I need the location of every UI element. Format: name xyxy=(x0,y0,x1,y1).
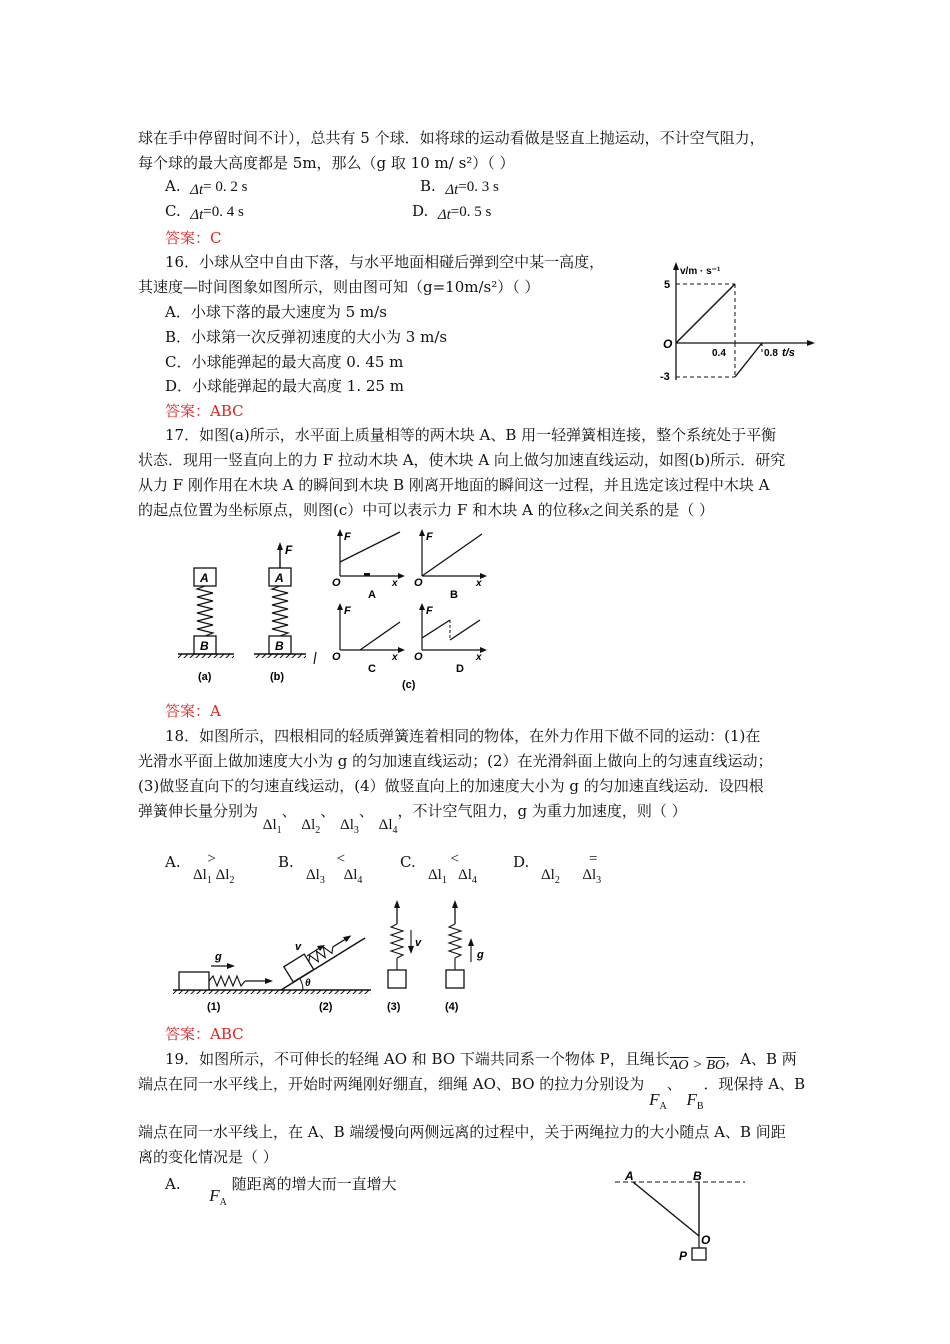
gd-o: O xyxy=(414,651,423,663)
block-b2-label: B xyxy=(275,639,284,653)
graph-d-label: D xyxy=(456,663,464,675)
graph-x04: 0.4 xyxy=(712,348,726,359)
q19-line4: 离的变化情况是（ ） xyxy=(138,1148,278,1166)
point-a: A xyxy=(625,1169,634,1183)
fig4-g: g xyxy=(477,949,484,961)
q18-option-b: B. < xyxy=(278,851,346,871)
q16-line1: 16．小球从空中自由下落，与水平地面相碰后弹到空中某一高度， xyxy=(165,253,605,271)
fig1-caption: (1) xyxy=(207,1001,221,1013)
graph-b-label: B xyxy=(450,589,458,601)
gc-f: F xyxy=(344,605,351,617)
graph-a-label: A xyxy=(368,589,376,601)
gb-o: O xyxy=(414,577,423,589)
ga-o: O xyxy=(332,577,341,589)
point-o: O xyxy=(701,1233,711,1247)
q17-line1: 17．如图(a)所示，水平面上质量相等的两木块 A、B 用一轻弹簧相连接，整个系统处于平衡 xyxy=(165,426,777,444)
graph-origin: O xyxy=(663,337,673,351)
gd-f: F xyxy=(426,605,433,617)
q16-option-a: A．小球下落的最大速度为 5 m/s xyxy=(165,303,387,321)
q19-option-a: A. $F_A$ 随距离的增大而一直增大 xyxy=(165,1175,397,1208)
q17-line4: 的起点位置为坐标原点，则图(c）中可以表示力 F 和木块 A 的位移x之间关系的是（ ） xyxy=(138,501,715,519)
graph-y5: 5 xyxy=(664,279,671,291)
gc-o: O xyxy=(332,651,341,663)
ga-x: x xyxy=(392,578,398,589)
graph-y-3: -3 xyxy=(660,371,670,383)
fig4-caption: (4) xyxy=(445,1001,459,1013)
fig3-v: v xyxy=(415,937,422,949)
fig3-caption: (3) xyxy=(387,1001,401,1013)
q18-line2: 光滑水平面上做加速度大小为 g 的匀加速直线运动；(2）在光滑斜面上做向上的匀速直线运动； xyxy=(138,752,773,770)
gb-x: x xyxy=(476,578,482,589)
q18-option-a-expr: $\Delta l_1$ $\Delta l_2$ xyxy=(193,867,235,886)
q19-line3: 端点在同一水平线上，在 A、B 端缓慢向两侧远离的过程中，关于两绳拉力的大小随点 A、B 间距 xyxy=(138,1123,786,1141)
q16-vt-graph xyxy=(660,262,820,392)
q16-option-c: C．小球能弹起的最大高度 0. 45 m xyxy=(165,353,404,371)
q18-line3: (3)做竖直向下的匀速直线运动，(4）做竖直向上的加速度大小为 g 的匀加速直线运动．设四根 xyxy=(138,777,764,795)
q18-line1: 18．如图所示，四根相同的轻质弹簧连着相同的物体，在外力作用下做不同的运动：(1)在 xyxy=(165,727,761,745)
fig2-caption: (2) xyxy=(319,1001,333,1013)
point-b: B xyxy=(693,1169,702,1183)
q15-option-a: A. Δt= 0. 2 s xyxy=(165,177,248,198)
q18-answer: 答案：ABC xyxy=(165,1025,244,1043)
q15-option-d: D. Δt=0. 5 s xyxy=(412,202,492,223)
force-f-label: F xyxy=(285,543,293,557)
fig-c-caption: (c) xyxy=(402,679,416,691)
graph-c-label: C xyxy=(368,663,376,675)
object-p: P xyxy=(679,1249,688,1263)
fig-b-caption: (b) xyxy=(270,671,285,683)
q16-line2: 其速度—时间图象如图所示，则由图可知（g=10m/s²）（ ） xyxy=(138,278,540,296)
ga-f: F xyxy=(344,531,351,543)
q18-line4: 弹簧伸长量分别为 $\Delta l_1$、 $\Delta l_2$、 $\Delta l_3$、 $\Delta l_4$，不计空气阻力，g 为重力加速度，则（ ） xyxy=(138,802,687,836)
fig-a-caption: (a) xyxy=(198,671,212,683)
gd-x: x xyxy=(476,652,482,663)
q17-line3: 从力 F 刚作用在木块 A 的瞬间到木块 B 刚离开地面的瞬间这一过程，并且选定该过程中木块 A xyxy=(138,476,770,494)
q18-option-d: D. = xyxy=(513,851,598,871)
fig2-theta: θ xyxy=(305,978,311,989)
block-b-label: B xyxy=(200,639,209,653)
q18-option-d-expr: $\Delta l_2$ $\Delta l_3$ xyxy=(541,867,602,886)
q17-line2: 状态．现用一竖直向上的力 F 拉动木块 A，使木块 A 向上做匀加速直线运动，如图(b)所示．研究 xyxy=(138,451,786,469)
q15-line2: 每个球的最大高度都是 5m，那么（g 取 10 m/ s²）（ ） xyxy=(138,154,515,172)
q18-figure xyxy=(165,900,505,1018)
gc-x: x xyxy=(392,652,398,663)
q18-option-c-expr: $\Delta l_1$ $\Delta l_4$ xyxy=(428,867,477,886)
fig1-g: g xyxy=(215,951,222,963)
q16-option-d: D．小球能弹起的最大高度 1. 25 m xyxy=(165,377,404,395)
q18-option-b-expr: $\Delta l_3$ $\Delta l_4$ xyxy=(306,867,363,886)
block-a2-label: A xyxy=(275,571,284,585)
block-a-label: A xyxy=(200,571,209,585)
q19-figure xyxy=(615,1169,755,1272)
q18-option-a: A. > xyxy=(165,851,216,871)
q17-figure-ab xyxy=(170,540,330,690)
q18-option-c: C. < xyxy=(400,851,459,871)
q15-line1: 球在手中停留时间不计），总共有 5 个球．如将球的运动看做是竖直上抛运动，不计空气阻力， xyxy=(138,129,765,147)
q17-answer: 答案：A xyxy=(165,702,221,720)
q15-answer: 答案：C xyxy=(165,229,222,247)
fig2-v: v xyxy=(295,941,302,953)
q19-line2: 端点在同一水平线上，开始时两绳刚好绷直，细绳 AO、BO 的拉力分别设为 $F_A$、 $F_B$．现保持 A、B xyxy=(138,1075,806,1112)
gb-f: F xyxy=(426,531,433,543)
q17-figure-c xyxy=(330,520,500,690)
q15-option-b: B. Δt=0. 3 s xyxy=(420,177,499,198)
q15-option-c: C. Δt=0. 4 s xyxy=(165,202,244,223)
q16-option-b: B．小球第一次反弹初速度的大小为 3 m/s xyxy=(165,328,448,346)
q19-line1: 19．如图所示，不可伸长的轻绳 AO 和 BO 下端共同系一个物体 P，且绳长$\overline{AO} > \overline{BO}$，A、B 两 xyxy=(165,1050,797,1073)
graph-xlabel: t/s xyxy=(782,347,795,359)
graph-ylabel: v/m · s⁻¹ xyxy=(680,266,721,277)
q16-answer: 答案：ABC xyxy=(165,402,244,420)
graph-x08: 0.8 xyxy=(764,348,778,359)
